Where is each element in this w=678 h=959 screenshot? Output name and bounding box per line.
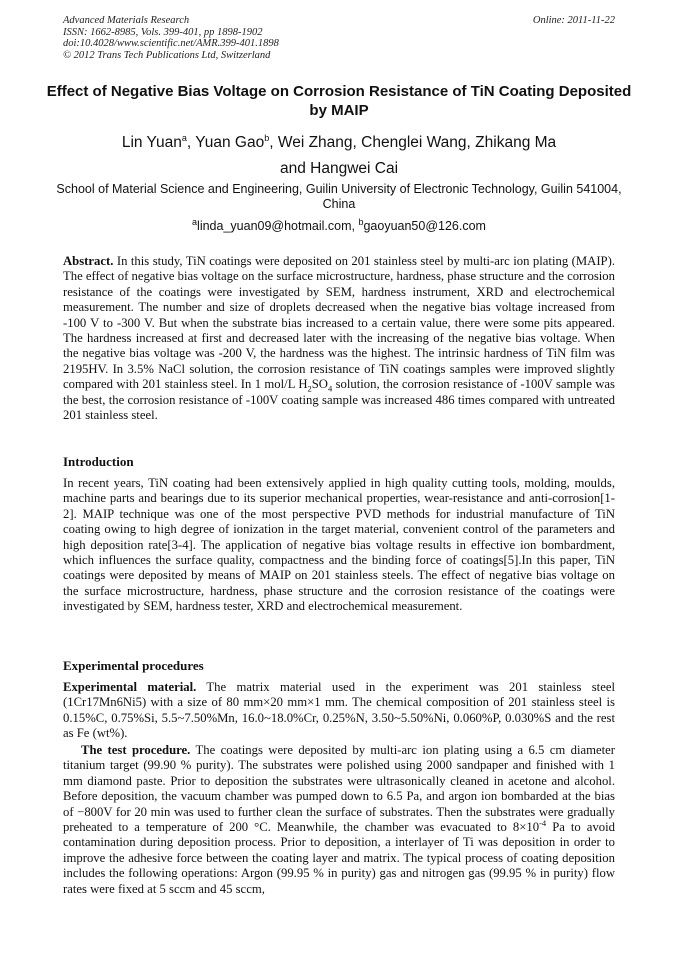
introduction-paragraph: In recent years, TiN coating had been extensively applied in high quality cutting tools, molding, moulds, machine parts and bearings due to its superior mechanical properties, wear-resistance and anti-corrosion[1-2]. MAIP technique was one of the most perspective PVD methods for industrial manufacture of TiN coating owing to high degree of ionization in the target material, convenient control of the parameters and high deposition rate[3-4]. The application of negative bias voltage results in effective ion bombardment, which influences the surface quality, compactness and the binding force of coatings[5].In this paper, TiN coatings were deposited by means of MAIP on 201 stainless steels. The effect of negative bias voltage on the surface microstructure, hardness, phase structure and the corrosion resistance of the coatings were investigated by SEM, hardness tester, XRD and electrochemical measurement. (63, 476, 615, 614)
journal-header (63, 15, 615, 61)
email-link-b[interactable]: gaoyuan50@126.com (363, 219, 486, 233)
author-emails: $^a$linda_yuan09@hotmail.com, $^b$gaoyuan50@126.com (192, 216, 486, 233)
doi-line: doi:10.4028/www.scientific.net/AMR.399-401.1898 (63, 38, 279, 49)
author-name: Chenglei Wang (361, 134, 467, 151)
affiliation: School of Material Science and Engineering, Guilin University of Electronic Technology, Guilin 541004, China (56, 182, 622, 211)
online-date: Online: 2011-11-22 (532, 15, 615, 26)
procedure-label: The test procedure. (81, 743, 191, 757)
author-name: and Hangwei Cai (279, 160, 399, 177)
author-name: Yuan Gao (195, 134, 265, 151)
author-list: Lin Yuan$^a$, Yuan Gao$^b$, Wei Zhang, Chenglei Wang, Zhikang Ma and Hangwei Cai (40, 130, 638, 182)
journal-name: Advanced Materials Research (63, 15, 190, 26)
test-procedure-paragraph: The test procedure. The coatings were deposited by multi-arc ion plating using a 6.5 cm diameter titanium target (99.90 % purity). The substrates were polished using 2000 sandpaper and finished with 1 mm diamond paste. Prior to deposition the substrates were ultrasonically cleaned in acetone and alcohol. Before deposition, the vacuum chamber was pumped down to 6.5 Pa, and argon ion bombarded at the bias of −800V for 20 min was used to further clean the surface of substrates. Then the substrates were gradually preheated to a temperature of 200 °C. Meanwhile, the chamber was evacuated to $8\times 10^{-4}$ Pa to avoid contamination during deposition process. Prior to deposition, a interlayer of Ti was deposition in order to improve the adhesive force between the coating layer and matrix. The typical process of coating deposition includes the following operations: Argon (99.95 % in purity) gas and nitrogen gas (99.95 % in purity) flow rates were fixed at 5 sccm and 45 sccm, (63, 743, 615, 896)
abstract-paragraph: Abstract. In this study, TiN coatings were deposited on 201 stainless steel by multi-arc ion plating (MAIP). The effect of negative bias voltage on the surface microstructure, hardness, phase structure and the corrosion resistance of the coatings were investigated by SEM, hardness instrument, XRD and electrochemical measurement. The number and size of droplets decreased when the negative bias voltage increased from -100 V to -300 V. But when the substrate bias increased to a certain value, there were some pits appeared. The hardness increased at first and decreased later with the increasing of the negative bias voltage. When the negative bias voltage was -200 V, the hardness was the highest. The intrinsic hardness of TiN film was 2195HV. In 3.5% NaCl solution, the corrosion resistance of TiN coatings samples were improved slightly compared with 201 stainless steel. In 1 mol/L $H_2SO_4$ solution, the corrosion resistance of -100V sample was the best, the corrosion resistance of -100V coating sample was increased 486 times compared with untreated 201 stainless steel. (63, 254, 615, 423)
email-link-a[interactable]: linda_yuan09@hotmail.com (197, 219, 352, 233)
abstract-label: Abstract. (63, 254, 114, 268)
author-name: Zhikang Ma (475, 134, 557, 151)
author-name: Lin Yuan (121, 134, 182, 151)
material-label: Experimental material. (63, 680, 197, 694)
issn-line: ISSN: 1662-8985, Vols. 399-401, pp 1898-1902 (63, 26, 263, 38)
section-heading-experimental: Experimental procedures (63, 658, 204, 673)
author-name: Wei Zhang (277, 134, 353, 151)
experimental-material-paragraph: Experimental material. The matrix material used in the experiment was 201 stainless steel (1Cr17Mn6Ni5) with a size of 80 mm×20 mm×1 mm. The chemical composition of 201 stainless steel is 0.15%C, 0.75%Si, 5.5~7.50%Mn, 16.0~18.0%Cr, 0.25%N, 3.50~5.50%Ni, 0.060%P, 0.030%S and the rest as Fe (wt%). (63, 680, 615, 741)
copyright-line: © 2012 Trans Tech Publications Ltd, Switzerland (63, 49, 271, 61)
paper-title: Effect of Negative Bias Voltage on Corrosion Resistance of TiN Coating Deposited by MAIP (46, 83, 632, 119)
section-heading-introduction: Introduction (63, 454, 134, 469)
